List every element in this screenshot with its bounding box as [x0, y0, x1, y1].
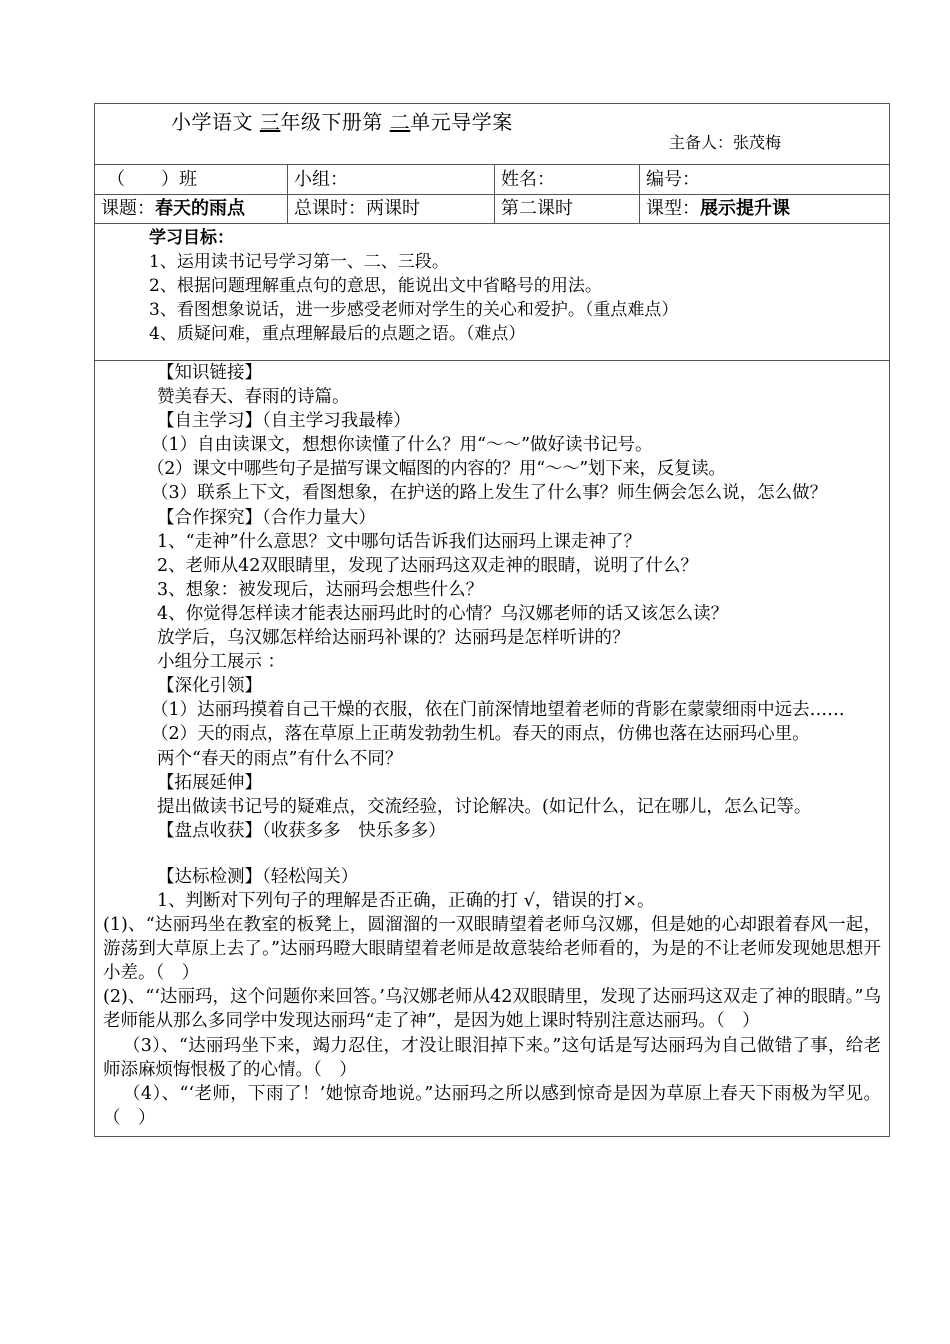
knowledge-text: 赞美春天、春雨的诗篇。 — [157, 387, 350, 408]
test-intro: 1、判断对下列句子的理解是否正确，正确的打 √，错误的打×。 — [157, 890, 655, 911]
coop-heading: 【合作探究】（合作力量大） — [157, 507, 376, 528]
goal-item: 1、运用读书记号学习第一、二、三段。 — [149, 252, 449, 272]
total-hours: 总课时：两课时 — [287, 195, 494, 223]
title-middle: 年级下册第 — [280, 110, 390, 134]
test-item: （4）、“‘老师，下雨了！’她惊奇地说。”达丽玛之所以感到惊奇是因为草原上春天下雨极为罕见。（ ） — [103, 1083, 881, 1128]
test-item: (1)、“达丽玛坐在教室的板凳上，圆溜溜的一双眼睛望着老师乌汉娜，但是她的心却跟着春风一起，游荡到大草原上去了。”达丽玛瞪大眼睛望着老师是故意装给老师看的，为是的不让老师发现她思想开小差。（ ） — [103, 915, 881, 984]
deep-item: （1）达丽玛摸着自己干燥的衣服，依在门前深情地望着老师的背影在蒙蒙细雨中远去…… — [151, 700, 845, 721]
page-title — [171, 106, 513, 135]
learning-goals — [94, 223, 890, 360]
harvest-heading: 【盘点收获】（收获多多 快乐多多） — [157, 820, 446, 841]
title-prefix: 小学语文 — [171, 110, 260, 134]
goal-item: 4、质疑问难，重点理解最后的点题之语。（难点） — [149, 324, 526, 344]
lesson-content — [94, 360, 890, 1137]
study-guide-sheet — [94, 103, 890, 1137]
number-field[interactable]: 编号： — [639, 165, 889, 194]
title-grade: 三 — [259, 110, 281, 134]
preparer-label: 主备人：张茂梅 — [669, 133, 782, 152]
topic-value: 春天的雨点 — [155, 198, 245, 219]
lesson-type — [639, 195, 889, 223]
self-study-item: （1）自由读课文，想想你读懂了什么？用“～～”做好读书记号。 — [151, 435, 653, 456]
group-field[interactable]: 小组： — [287, 165, 494, 194]
test-item: (2)、“‘达丽玛，这个问题你来回答。’乌汉娜老师从42双眼睛里，发现了达丽玛这双走了神的眼睛。”乌老师能从那么多同学中发现达丽玛“走了神”，是因为她上课时特别注意达丽玛。（ ） — [103, 987, 881, 1032]
name-field[interactable]: 姓名： — [494, 165, 639, 194]
self-study-item: （2）课文中哪些句子是描写课文幅图的内容的？用“～～”划下来，反复读。 — [147, 459, 726, 480]
title-row — [94, 103, 890, 164]
deep-item: 两个“春天的雨点”有什么不同？ — [157, 748, 403, 769]
lesson-period: 第二课时 — [494, 195, 639, 223]
deep-heading: 【深化引领】 — [157, 676, 262, 697]
test-item: （3）、“达丽玛坐下来，竭力忍住，才没让眼泪掉下来。”这句话是写达丽玛为自己做错了事，给老师添麻烦悔恨极了的心情。（ ） — [103, 1035, 881, 1080]
title-suffix: 单元导学案 — [410, 110, 513, 134]
goal-item: 3、看图想象说话，进一步感受老师对学生的关心和爱护。（重点难点） — [149, 300, 679, 320]
coop-item: 3、想象：被发现后，达丽玛会想些什么？ — [157, 579, 484, 600]
type-value: 展示提升课 — [700, 198, 790, 219]
extend-heading: 【拓展延伸】 — [157, 772, 262, 793]
blank-space — [103, 843, 881, 865]
test-heading: 【达标检测】（轻松闯关） — [157, 866, 359, 887]
coop-item: 1、“走神”什么意思？文中哪句话告诉我们达丽玛上课走神了？ — [157, 531, 642, 552]
lesson-info-row — [94, 194, 890, 223]
knowledge-heading: 【知识链接】 — [157, 363, 262, 383]
lesson-topic — [95, 195, 287, 223]
extend-text: 提出做读书记号的疑难点，交流经验，讨论解决。(如记什么，记在哪儿，怎么记等。 — [157, 796, 812, 817]
goals-heading: 学习目标： — [149, 228, 234, 248]
class-field[interactable]: （ ）班 — [107, 169, 197, 190]
deep-item: （2）天的雨点，落在草原上正萌发勃勃生机。春天的雨点，仿佛也落在达丽玛心里。 — [151, 724, 810, 745]
coop-item: 4、你觉得怎样读才能表达丽玛此时的心情？乌汉娜老师的话又该怎么读？ — [157, 603, 729, 624]
coop-item: 小组分工展示 ： — [157, 652, 286, 673]
topic-label: 课题： — [101, 198, 155, 219]
coop-item: 放学后，乌汉娜怎样给达丽玛补课的？达丽玛是怎样听讲的？ — [157, 628, 630, 649]
self-study-item: （3）联系上下文，看图想象，在护送的路上发生了什么事？师生俩会怎么说，怎么做？ — [151, 483, 828, 504]
title-unit: 二 — [389, 110, 411, 134]
goal-item: 2、根据问题理解重点句的意思，能说出文中省略号的用法。 — [149, 276, 602, 296]
self-study-heading: 【自主学习】（自主学习我最棒） — [157, 411, 411, 432]
type-label: 课型： — [646, 198, 700, 219]
student-info-row — [94, 164, 890, 194]
coop-item: 2、老师从42双眼睛里，发现了达丽玛这双走神的眼睛，说明了什么？ — [157, 555, 698, 576]
